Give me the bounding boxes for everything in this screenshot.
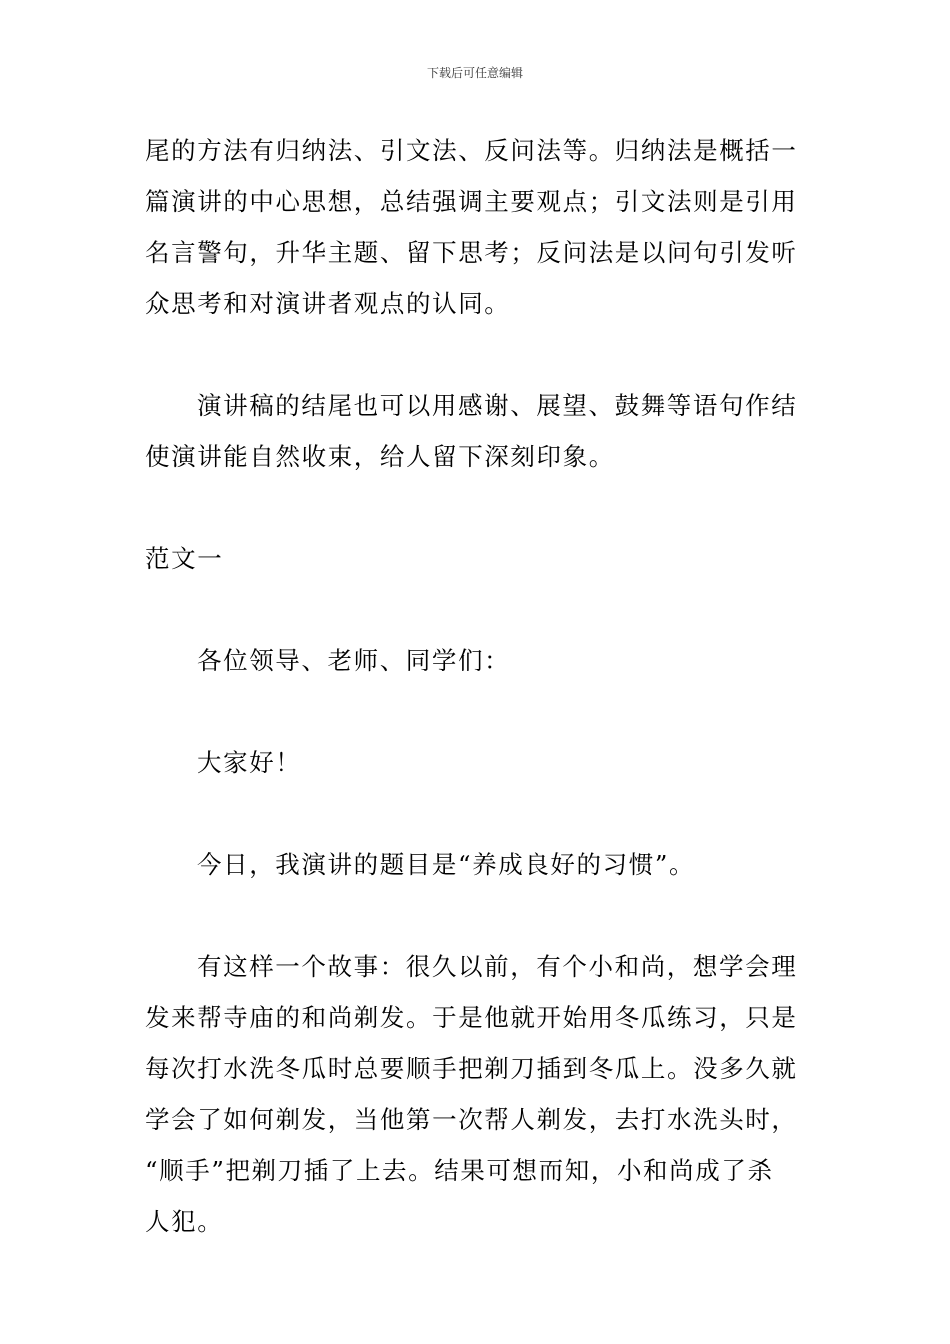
paragraph-story <box>145 941 807 1247</box>
text-line: 每次打水洗冬瓜时总要顺手把剃刀插到冬瓜上。没多久就 <box>145 1054 798 1083</box>
paragraph-spacer <box>145 788 807 839</box>
paragraph-topic <box>145 839 807 890</box>
document-body <box>145 125 807 1247</box>
text-line: 众思考和对演讲者观点的认同。 <box>145 289 511 318</box>
text-line: “顺手”把剃刀插了上去。结果可想而知，小和尚成了杀 <box>145 1156 774 1185</box>
text-line: 尾的方法有归纳法、引文法、反问法等。归纳法是概括一 <box>145 136 798 165</box>
text-line: 篇演讲的中心思想，总结强调主要观点；引文法则是引用 <box>145 187 798 216</box>
text-line: 大家好！ <box>197 748 302 777</box>
paragraph-greeting <box>145 737 807 788</box>
paragraph-salutation <box>145 635 807 686</box>
text-line: 名言警句，升华主题、留下思考；反问法是以问句引发听 <box>145 238 798 267</box>
paragraph-spacer <box>145 686 807 737</box>
text-line: 今日，我演讲的题目是“养成良好的习惯”。 <box>197 850 696 879</box>
text-line: 人犯。 <box>145 1207 224 1236</box>
text-line: 有这样一个故事：很久以前，有个小和尚，想学会理 <box>197 952 798 981</box>
paragraph-spacer <box>145 482 807 533</box>
text-line: 使演讲能自然收束，给人留下深刻印象。 <box>145 442 615 471</box>
text-line: 发来帮寺庙的和尚剃发。于是他就开始用冬瓜练习，只是 <box>145 1003 798 1032</box>
paragraph-closing-advice <box>145 380 807 482</box>
paragraph-spacer <box>145 329 807 380</box>
page-header-note: 下载后可任意编辑 <box>426 66 523 80</box>
text-line: 各位领导、老师、同学们： <box>197 646 511 675</box>
paragraph-conclusion-methods <box>145 125 807 329</box>
section-heading-sample-one <box>145 533 807 584</box>
text-line: 演讲稿的结尾也可以用感谢、展望、鼓舞等语句作结 <box>197 391 798 420</box>
paragraph-spacer <box>145 584 807 635</box>
paragraph-spacer <box>145 890 807 941</box>
text-line: 范文一 <box>145 544 224 573</box>
text-line: 学会了如何剃发，当他第一次帮人剃发，去打水洗头时， <box>145 1105 798 1134</box>
